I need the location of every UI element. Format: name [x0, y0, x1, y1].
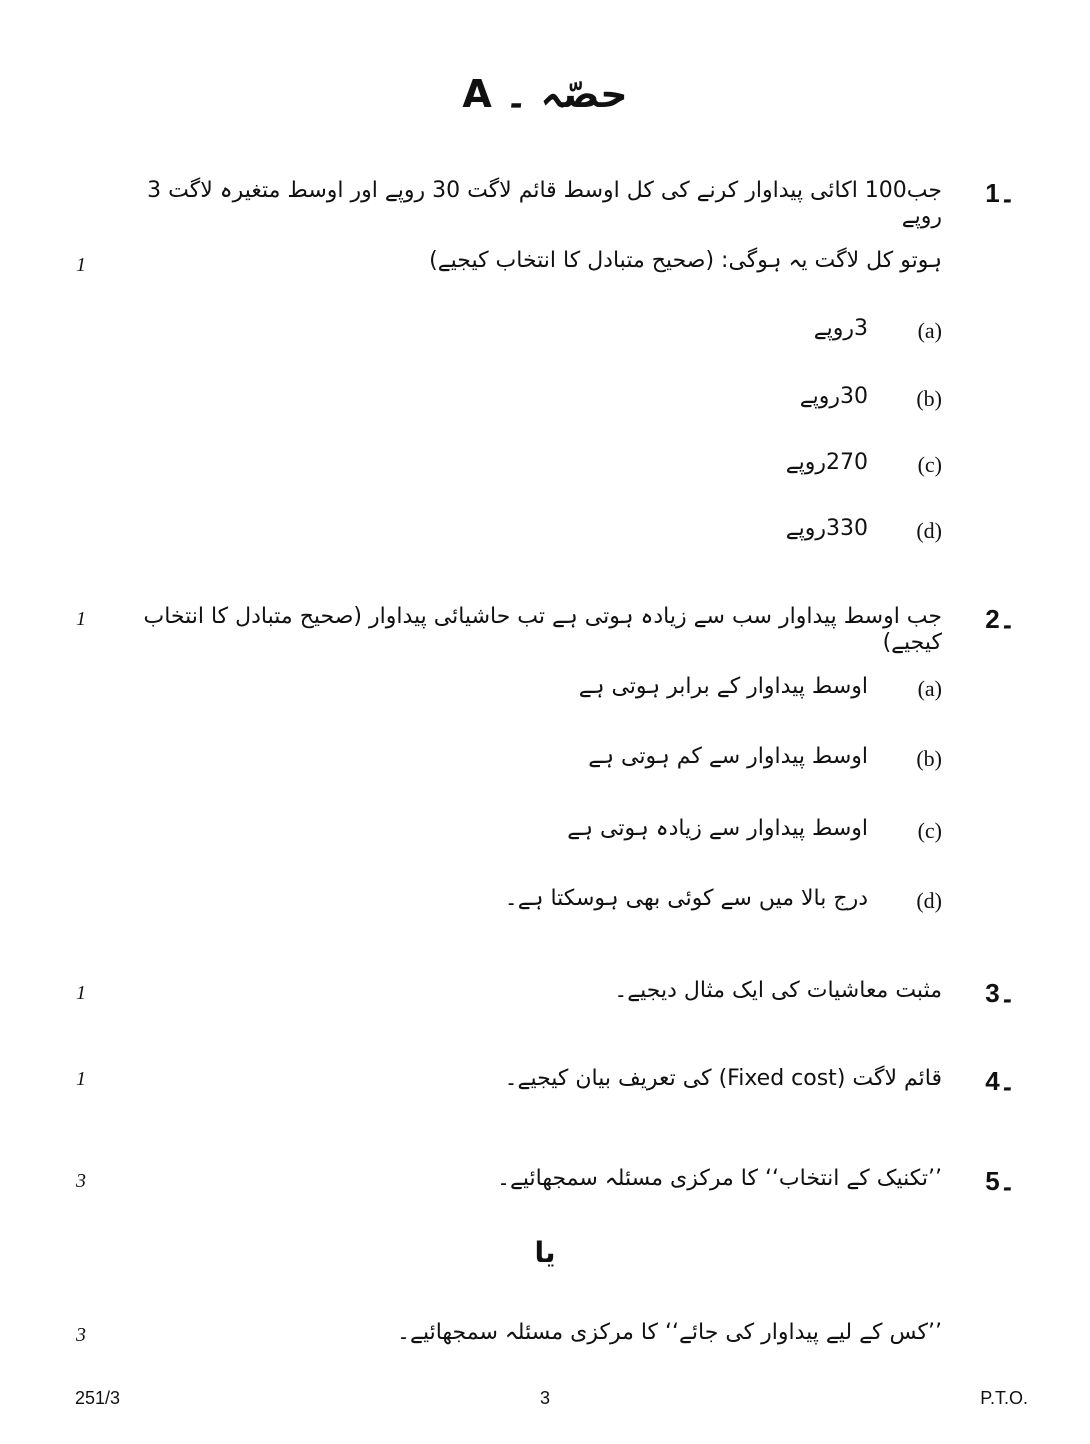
question-text-line: مثبت معاشیات کی ایک مثال دیجیے۔ [614, 978, 942, 1003]
option-label: (a) [917, 318, 942, 343]
question-marks: 1 [76, 254, 86, 276]
question-text-line: ’’تکنیک کے انتخاب‘‘ کا مرکزی مسئلہ سمجھائیے۔ [497, 1166, 942, 1191]
question-marks: 1 [76, 1068, 86, 1090]
option-label: (d) [916, 518, 942, 543]
question-text-line: جب100 اکائی پیداوار کرنے کی کل اوسط قائم لاگت 30 روپے اور اوسط متغیرہ لاگت 3 روپے [147, 178, 942, 230]
alternative-question-marks: 3 [76, 1324, 86, 1346]
section-title: حصّہ ۔ A [462, 72, 628, 116]
question-text-line: جب اوسط پیداوار سب سے زیادہ ہوتی ہے تب حاشیائی پیداوار (صحیح متبادل کا انتخاب کیجیے) [143, 604, 942, 656]
question-marks: 3 [76, 1170, 86, 1192]
option-label: (b) [916, 386, 942, 411]
option-label: (d) [916, 888, 942, 913]
page-number: 3 [539, 1388, 550, 1408]
option-label: (c) [917, 818, 942, 843]
option-label: (a) [917, 676, 942, 701]
question-number: 4۔ [985, 1066, 1015, 1096]
option-label: (c) [917, 452, 942, 477]
option-text: درج بالا میں سے کوئی بھی ہوسکتا ہے۔ [504, 886, 868, 911]
option-text: اوسط پیداوار کے برابر ہوتی ہے [578, 674, 868, 699]
option-text: 30روپے [799, 384, 868, 409]
or-label: یا [534, 1236, 556, 1269]
option-label: (b) [916, 746, 942, 771]
question-number: 2۔ [985, 604, 1015, 634]
option-text: 270روپے [785, 450, 868, 475]
option-text: 330روپے [785, 516, 868, 541]
option-text: اوسط پیداوار سے زیادہ ہوتی ہے [567, 816, 868, 841]
alternative-question-text: ’’کس کے لیے پیداوار کی جائے‘‘ کا مرکزی مسئلہ سمجھائیے۔ [397, 1320, 942, 1345]
pto-label: P.T.O. [980, 1388, 1028, 1408]
paper-code: 251/3 [75, 1388, 121, 1408]
question-number: 5۔ [985, 1166, 1015, 1196]
option-text: اوسط پیداوار سے کم ہوتی ہے [588, 744, 868, 769]
question-number: 3۔ [985, 978, 1015, 1008]
option-text: 3روپے [813, 316, 868, 341]
question-text-line: قائم لاگت (Fixed cost) کی تعریف بیان کیجیے۔ [504, 1066, 942, 1091]
question-marks: 1 [76, 608, 86, 630]
question-number: 1۔ [985, 178, 1015, 208]
question-marks: 1 [76, 982, 86, 1004]
question-text-line: ہوتو کل لاگت یہ ہوگی: (صحیح متبادل کا انتخاب کیجیے) [429, 248, 942, 273]
